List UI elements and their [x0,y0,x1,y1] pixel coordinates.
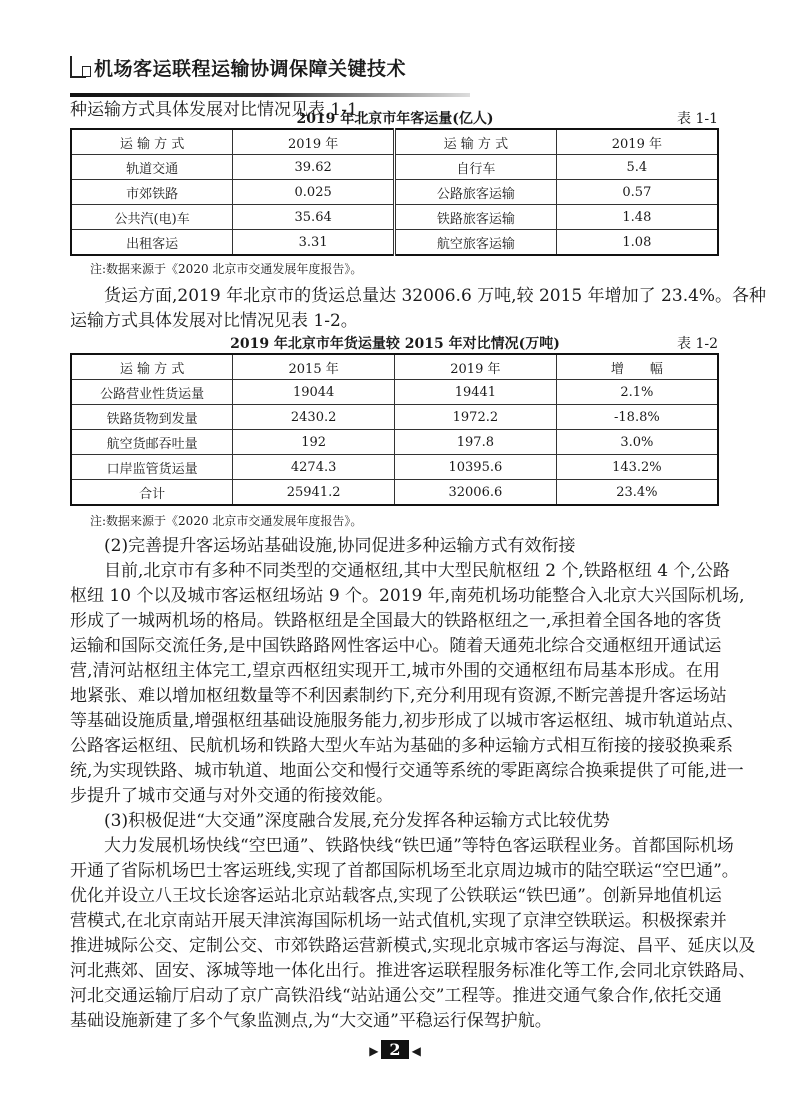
table-cell: 轨道交通 [71,155,233,180]
column-header: 运 输 方 式 [71,354,233,380]
header-square-icon [70,56,86,78]
table-cell: 3.0% [556,430,718,455]
paragraph-line: 统,为实现铁路、城市轨道、地面公交和慢行交通等系统的零距离综合换乘提供了可能,进一 [70,761,744,781]
table-cell: 2.1% [556,380,718,405]
intro-line: 种运输方式具体发展对比情况见表 1-1。 [70,100,375,120]
paragraph-line: 开通了省际机场巴士客运班线,实现了首都国际机场至北京周边城市的陆空联运“空巴通”。 [70,861,739,881]
table-row [71,480,718,506]
paragraph-line: 大力发展机场快线“空巴通”、铁路快线“铁巴通”等特色客运联程业务。首都国际机场 [104,836,734,856]
table-row [71,155,718,180]
right-triangle-icon: ▶ [369,1044,379,1058]
column-header: 2019 年 [233,129,395,155]
table2-number: 表 1-2 [677,336,718,352]
table-cell: 0.57 [556,180,718,205]
table-cell: 出租客运 [71,230,233,256]
table-row [71,205,718,230]
table-cell: 192 [233,430,395,455]
table-cell: 3.31 [233,230,395,256]
table-cell: 公路旅客运输 [395,180,557,205]
table2-caption: 2019 年北京市年货运量较 2015 年对比情况(万吨) [230,336,560,352]
paragraph-line: 基础设施新建了多个气象监测点,为“大交通”平稳运行保驾护航。 [70,1011,552,1031]
paragraph-line: 步提升了城市交通与对外交通的衔接效能。 [70,786,393,806]
table-cell: 铁路旅客运输 [395,205,557,230]
table-cell: 4274.3 [233,455,395,480]
running-header [70,50,720,100]
page-number-value: 2 [381,1040,408,1059]
column-header: 2019 年 [395,354,557,380]
column-header: 运 输 方 式 [395,129,557,155]
freight-paragraph-line: 运输方式具体发展对比情况见表 1-2。 [70,311,358,331]
table-cell: -18.8% [556,405,718,430]
paragraph-line: 推进城际公交、定制公交、市郊铁路运营新模式,实现北京城市客运与海淀、昌平、延庆以及 [70,936,756,956]
table-cell: 32006.6 [395,480,557,506]
paragraph-line: 形成了一城两机场的格局。铁路枢纽是全国最大的铁路枢纽之一,承担着全国各地的客货 [70,611,722,631]
table-cell: 合计 [71,480,233,506]
table-cell: 23.4% [556,480,718,506]
table-cell: 1972.2 [395,405,557,430]
table-cell: 航空货邮吞吐量 [71,430,233,455]
section2-heading: (2)完善提升客运场站基础设施,协同促进多种运输方式有效衔接 [104,536,576,556]
table-cell: 铁路货物到发量 [71,405,233,430]
table-row [71,405,718,430]
freight-volume-table [70,353,719,506]
table-cell: 公共汽(电)车 [71,205,233,230]
table-cell: 1.48 [556,205,718,230]
table1-note: 注:数据来源于《2020 北京市交通发展年度报告》。 [90,262,363,276]
column-header: 2019 年 [556,129,718,155]
table-cell: 197.8 [395,430,557,455]
column-header: 2015 年 [233,354,395,380]
table-row [71,430,718,455]
paragraph-line: 营,清河站枢纽主体完工,望京西枢纽实现开工,城市外围的交通枢纽布局基本形成。在用 [70,661,720,681]
table-cell: 2430.2 [233,405,395,430]
table-cell: 39.62 [233,155,395,180]
table-cell: 10395.6 [395,455,557,480]
paragraph-line: 目前,北京市有多种不同类型的交通枢纽,其中大型民航枢纽 2 个,铁路枢纽 4 个,公路 [104,561,730,581]
paragraph-line: 等基础设施质量,增强枢纽基础设施服务能力,初步形成了以城市客运枢纽、城市轨道站点、 [70,711,744,731]
table-cell: 公路营业性货运量 [71,380,233,405]
paragraph-line: 运输和国际交流任务,是中国铁路路网性客运中心。随着天通苑北综合交通枢纽开通试运 [70,636,722,656]
table2-note: 注:数据来源于《2020 北京市交通发展年度报告》。 [90,514,363,528]
passenger-volume-table [70,128,719,256]
table-row [71,380,718,405]
table-header-row [71,354,718,380]
section3-heading: (3)积极促进“大交通”深度融合发展,充分发挥各种运输方式比较优势 [104,811,610,831]
book-title: 机场客运联程运输协调保障关键技术 [94,58,407,80]
table-cell: 航空旅客运输 [395,230,557,256]
paragraph-line: 营模式,在北京南站开展天津滨海国际机场一站式值机,实现了京津空铁联运。积极探索并 [70,911,727,931]
table1-number: 表 1-1 [677,111,718,127]
table-cell: 25941.2 [233,480,395,506]
paragraph-line: 河北燕郊、固安、涿城等地一体化出行。推进客运联程服务标准化等工作,会同北京铁路局、 [70,961,756,981]
table-cell: 市郊铁路 [71,180,233,205]
paragraph-line: 枢纽 10 个以及城市客运枢纽场站 9 个。2019 年,南苑机场功能整合入北京大兴国际机场, [70,586,745,606]
table-row [71,180,718,205]
table-cell: 0.025 [233,180,395,205]
freight-paragraph-line: 货运方面,2019 年北京市的货运总量达 32006.6 万吨,较 2015 年增加了 23.4%。各种 [104,286,767,306]
table-cell: 5.4 [556,155,718,180]
table-cell: 19044 [233,380,395,405]
column-header: 运 输 方 式 [71,129,233,155]
left-triangle-icon: ◀ [411,1044,421,1058]
paragraph-line: 优化并设立八王坟长途客运站北京站载客点,实现了公铁联运“铁巴通”。创新异地值机运 [70,886,722,906]
column-header: 增 幅 [556,354,718,380]
table-row [71,230,718,256]
table-header-row [71,129,718,155]
paragraph-line: 地紧张、难以增加枢纽数量等不利因素制约下,充分利用现有资源,不断完善提升客运场站 [70,686,727,706]
paragraph-line: 公路客运枢纽、民航机场和铁路大型火车站为基础的多种运输方式相互衔接的接驳换乘系 [70,736,733,756]
table1-caption: 2019 年北京市年客运量(亿人) [296,111,494,127]
header-rule [70,93,470,97]
table-cell: 1.08 [556,230,718,256]
paragraph-line: 河北交通运输厅启动了京广高铁沿线“站站通公交”工程等。推进交通气象合作,依托交通 [70,986,722,1006]
page-number [0,1040,790,1059]
table-cell: 19441 [395,380,557,405]
table-cell: 口岸监管货运量 [71,455,233,480]
table-cell: 35.64 [233,205,395,230]
table-row [71,455,718,480]
table-cell: 143.2% [556,455,718,480]
table-cell: 自行车 [395,155,557,180]
